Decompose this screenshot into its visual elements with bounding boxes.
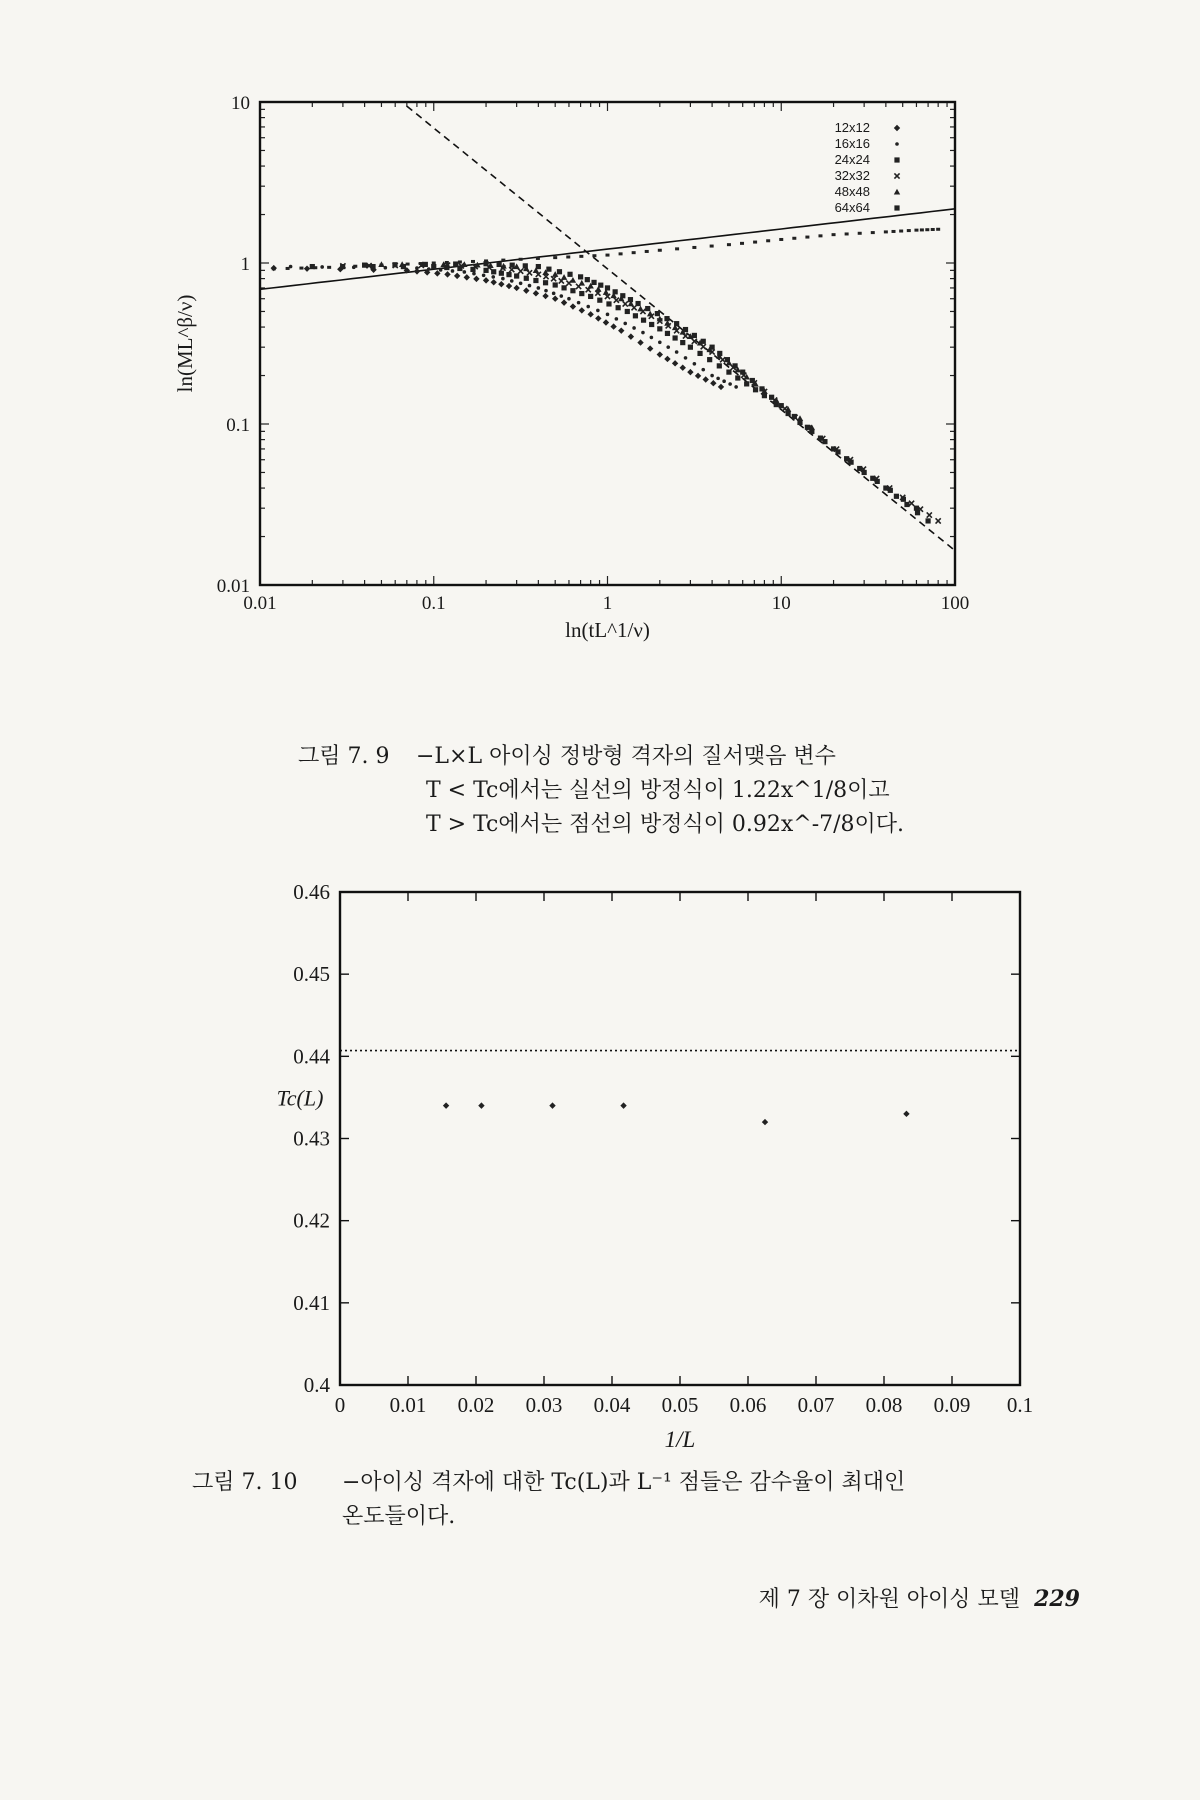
data-point <box>379 264 383 267</box>
data-point <box>649 322 654 327</box>
data-point <box>478 1102 484 1108</box>
data-point <box>792 237 796 240</box>
data-point <box>744 381 749 386</box>
x-tick-label: 0.06 <box>729 1393 767 1417</box>
data-point <box>914 229 918 232</box>
data-point <box>519 258 523 261</box>
data-point <box>610 323 616 329</box>
data-point <box>805 236 809 239</box>
data-point <box>650 336 654 340</box>
data-point <box>710 345 715 350</box>
data-point <box>513 285 519 291</box>
data-point <box>320 265 324 269</box>
data-point <box>710 380 716 386</box>
data-point <box>463 270 467 274</box>
data-point <box>506 283 512 289</box>
data-point <box>641 331 645 335</box>
data-point <box>553 282 558 287</box>
data-point <box>717 351 722 356</box>
dashed-fit-line <box>407 106 955 550</box>
data-point <box>931 228 935 231</box>
data-point <box>509 267 514 272</box>
data-point <box>762 1119 768 1125</box>
data-point <box>577 301 581 305</box>
data-point <box>606 313 610 317</box>
caption-number: 그림 7. 9 <box>298 744 390 769</box>
data-point <box>523 263 528 268</box>
data-point <box>716 377 720 381</box>
data-point <box>579 291 584 296</box>
data-point <box>616 305 621 310</box>
data-point <box>586 305 590 309</box>
data-point <box>665 331 670 336</box>
data-point <box>528 284 532 288</box>
figure-7-9-chart <box>170 90 1130 740</box>
chapter-title: 제 7 장 이차원 아이싱 모델 <box>758 1587 1021 1612</box>
data-point <box>692 333 697 338</box>
data-point <box>684 356 688 360</box>
data-point <box>883 485 888 490</box>
data-point <box>625 309 630 314</box>
data-point <box>857 466 862 471</box>
data-point <box>620 293 625 298</box>
data-point <box>907 229 911 232</box>
data-point <box>560 294 564 298</box>
x-axis-label: ln(tL^1/ν) <box>565 618 650 642</box>
page-footer <box>759 1582 1080 1613</box>
data-point <box>603 319 609 325</box>
data-point <box>444 271 450 277</box>
data-point <box>570 288 575 293</box>
data-point <box>664 356 670 362</box>
data-point <box>523 287 529 293</box>
caption-line-1: −아이싱 격자에 대한 Tc(L)과 L⁻¹ 점들은 감수율이 최대인 <box>342 1470 906 1495</box>
data-point <box>633 313 638 318</box>
data-point <box>498 281 504 287</box>
data-point <box>439 268 443 272</box>
data-point <box>769 395 774 400</box>
data-point <box>871 231 875 234</box>
x-tick-label: 0.07 <box>797 1393 835 1417</box>
x-tick-label: 0.03 <box>525 1393 563 1417</box>
data-point <box>779 238 783 241</box>
data-point <box>567 297 571 301</box>
data-point <box>726 370 731 375</box>
data-point <box>272 267 276 270</box>
x-tick-label: 100 <box>940 593 970 614</box>
data-point <box>491 269 496 274</box>
data-point <box>845 232 849 235</box>
data-point <box>740 370 745 375</box>
y-axis-label: ln(ML^β/ν) <box>173 294 197 393</box>
data-point <box>536 257 540 260</box>
data-point <box>692 246 696 249</box>
data-point <box>483 277 489 283</box>
data-point <box>658 340 662 344</box>
data-point <box>587 311 593 317</box>
data-point <box>710 245 714 248</box>
caption-number: 그림 7. 10 <box>192 1470 298 1495</box>
data-point <box>645 306 650 311</box>
data-point <box>578 274 583 279</box>
data-point <box>710 374 714 378</box>
x-tick-label: 0.01 <box>243 593 277 614</box>
data-point <box>725 357 730 362</box>
data-point <box>570 303 576 309</box>
data-point <box>491 275 495 279</box>
data-point <box>936 228 940 231</box>
data-point <box>899 230 903 233</box>
plot-frame <box>340 892 1020 1385</box>
data-point <box>735 375 740 380</box>
data-point <box>675 350 679 354</box>
data-point <box>561 285 566 290</box>
data-point <box>628 333 634 339</box>
y-tick-label: 0.44 <box>293 1044 330 1069</box>
data-point <box>595 315 601 321</box>
data-point <box>753 241 757 244</box>
data-point <box>718 384 724 390</box>
legend-entry-label: 48x48 <box>834 184 870 199</box>
data-point <box>464 274 470 280</box>
data-point <box>892 230 896 233</box>
x-tick-label: 0.04 <box>593 1393 631 1417</box>
data-point <box>497 262 502 267</box>
data-point <box>641 318 646 323</box>
data-point <box>620 1102 626 1108</box>
data-point <box>570 277 576 283</box>
data-point <box>766 239 770 242</box>
data-point <box>619 252 623 255</box>
data-point <box>844 456 849 461</box>
y-tick-label: 0.01 <box>216 576 250 597</box>
data-point <box>750 378 755 383</box>
data-point <box>557 269 562 274</box>
data-point <box>701 368 705 372</box>
x-tick-label: 0.05 <box>661 1393 699 1417</box>
data-point <box>566 255 570 258</box>
y-tick-label: 0.42 <box>293 1208 330 1233</box>
data-point <box>915 510 920 515</box>
data-point <box>894 494 899 499</box>
data-point <box>597 298 602 303</box>
data-point <box>645 250 649 253</box>
data-point <box>722 379 726 383</box>
x-tick-label: 0.09 <box>933 1393 971 1417</box>
data-point <box>680 365 686 371</box>
y-axis-label: Tc(L) <box>276 1085 324 1111</box>
data-point <box>657 326 662 331</box>
data-point <box>672 360 678 366</box>
data-point <box>579 307 585 313</box>
data-point <box>728 382 732 386</box>
data-point <box>792 414 797 419</box>
data-point <box>454 273 460 279</box>
data-point <box>904 502 909 507</box>
data-point <box>453 261 458 266</box>
x-tick-label: 1 <box>602 593 613 614</box>
solid-fit-line <box>260 209 955 289</box>
data-point <box>818 234 822 237</box>
data-point <box>579 280 585 286</box>
data-point <box>471 260 475 263</box>
data-point <box>797 415 803 421</box>
x-axis-label: 1/L <box>664 1427 696 1452</box>
data-point <box>544 289 548 293</box>
data-point <box>546 267 551 272</box>
x-tick-label: 0.1 <box>1006 1393 1034 1417</box>
data-point <box>553 256 557 259</box>
data-point <box>884 230 888 233</box>
data-point <box>717 363 722 368</box>
y-tick-label: 0.4 <box>303 1373 330 1397</box>
data-point <box>605 285 610 290</box>
data-point <box>623 301 628 306</box>
data-point <box>543 280 548 285</box>
data-point <box>518 269 523 274</box>
legend-marker <box>894 125 900 131</box>
data-point <box>637 306 643 312</box>
y-tick-label: 0.45 <box>293 962 330 987</box>
data-point <box>596 309 600 313</box>
data-point <box>482 273 486 277</box>
data-point <box>431 264 436 269</box>
data-point <box>552 292 556 296</box>
data-point <box>870 476 875 481</box>
legend-entry-label: 32x32 <box>834 168 870 183</box>
data-point <box>753 387 758 392</box>
data-point <box>664 316 669 321</box>
caption-line-1: −L×L 아이싱 정방형 격자의 질서맺음 변수 <box>416 744 836 769</box>
data-point <box>304 265 310 271</box>
data-point <box>688 345 693 350</box>
data-point <box>858 232 862 235</box>
data-point <box>419 262 423 265</box>
data-point <box>707 357 712 362</box>
data-point <box>628 297 633 302</box>
data-point <box>805 425 810 430</box>
data-point <box>673 335 678 340</box>
data-point <box>818 436 823 441</box>
legend-entry-label: 12x12 <box>834 120 870 135</box>
data-point <box>327 266 331 269</box>
y-tick-label: 0.46 <box>293 880 330 904</box>
data-point <box>506 272 511 277</box>
data-point <box>443 1102 449 1108</box>
data-point <box>606 254 610 257</box>
data-point <box>695 373 701 379</box>
caption-line-2: 온도들이다. <box>342 1504 456 1529</box>
data-point <box>542 293 548 299</box>
x-tick-label: 0.02 <box>457 1393 495 1417</box>
legend-marker <box>894 157 899 162</box>
data-point <box>734 385 738 389</box>
data-point <box>473 276 479 282</box>
data-point <box>925 518 930 523</box>
data-point <box>537 286 541 290</box>
data-point <box>674 321 679 326</box>
data-point <box>647 345 653 351</box>
data-point <box>510 263 515 268</box>
data-point <box>445 261 449 264</box>
data-point <box>927 512 932 517</box>
data-point <box>423 262 428 267</box>
caption-line-2: T < Tc에서는 실선의 방정식이 1.22x^1/8이고 <box>426 778 890 803</box>
data-point <box>683 327 688 332</box>
data-point <box>588 294 593 299</box>
data-point <box>501 277 505 281</box>
data-point <box>701 339 706 344</box>
data-point <box>499 271 504 276</box>
x-tick-label: 0.08 <box>865 1393 903 1417</box>
data-point <box>740 242 744 245</box>
legend-marker <box>894 173 899 178</box>
data-point <box>903 1111 909 1117</box>
data-point <box>536 264 541 269</box>
y-tick-label: 0.1 <box>226 415 250 436</box>
data-point <box>614 298 619 303</box>
y-tick-label: 0.41 <box>293 1290 330 1315</box>
x-tick-label: 0.01 <box>389 1393 427 1417</box>
y-tick-label: 10 <box>231 93 250 114</box>
page-number: 229 <box>1034 1586 1080 1612</box>
data-point <box>552 296 558 302</box>
data-point <box>920 228 924 231</box>
data-point <box>693 362 697 366</box>
data-point <box>635 301 640 306</box>
data-point <box>658 249 662 252</box>
data-point <box>680 340 685 345</box>
data-point <box>491 279 497 285</box>
data-point <box>366 264 370 267</box>
data-point <box>313 266 317 269</box>
data-point <box>299 267 303 270</box>
data-point <box>647 311 653 317</box>
data-point <box>393 263 397 266</box>
data-point <box>592 254 596 257</box>
data-point <box>687 369 693 375</box>
data-point <box>501 259 505 262</box>
x-tick-label: 0.1 <box>421 593 446 614</box>
data-point <box>697 351 702 356</box>
data-point <box>598 283 603 288</box>
data-point <box>779 403 784 408</box>
data-point <box>925 228 929 231</box>
data-point <box>732 363 737 368</box>
data-point <box>353 265 357 268</box>
data-point <box>510 279 514 283</box>
data-point <box>519 281 523 285</box>
data-point <box>666 345 670 349</box>
data-point <box>415 266 419 270</box>
data-point <box>832 233 836 236</box>
y-tick-label: 0.43 <box>293 1126 330 1151</box>
data-point <box>618 327 624 333</box>
data-point <box>533 278 538 283</box>
x-tick-label: 10 <box>771 593 791 614</box>
figure-7-10-caption <box>192 1466 905 1534</box>
legend-marker <box>894 205 899 210</box>
data-point <box>675 247 679 250</box>
data-point <box>524 276 529 281</box>
data-point <box>623 322 627 326</box>
data-point <box>831 446 836 451</box>
data-point <box>655 311 660 316</box>
data-point <box>637 339 643 345</box>
data-point <box>585 277 590 282</box>
data-point <box>458 260 462 263</box>
data-point <box>632 251 636 254</box>
data-point <box>406 263 410 266</box>
data-point <box>606 301 611 306</box>
caption-line-3: T > Tc에서는 점선의 방정식이 0.92x^-7/8이다. <box>426 812 905 837</box>
x-tick-label: 0 <box>334 1393 346 1417</box>
data-point <box>579 255 583 258</box>
data-point <box>451 269 455 273</box>
legend-marker <box>894 189 900 195</box>
data-point <box>613 289 618 294</box>
data-point <box>549 1102 555 1108</box>
data-point <box>561 274 567 280</box>
data-point <box>591 280 596 285</box>
data-point <box>909 501 914 506</box>
data-point <box>759 386 764 391</box>
data-point <box>615 317 619 321</box>
data-point <box>561 299 567 305</box>
data-point <box>702 376 708 382</box>
legend-entry-label: 64x64 <box>834 200 870 215</box>
legend-entry-label: 16x16 <box>834 136 870 151</box>
data-point <box>484 259 488 262</box>
data-point <box>340 265 344 268</box>
y-tick-label: 1 <box>240 254 250 275</box>
data-point <box>432 262 436 265</box>
data-point <box>533 290 539 296</box>
data-point <box>727 243 731 246</box>
legend-entry-label: 24x24 <box>834 152 870 167</box>
legend-marker <box>895 142 899 146</box>
data-point <box>286 267 290 270</box>
figure-7-9-caption <box>298 740 904 842</box>
data-point <box>632 326 636 330</box>
data-point <box>567 272 572 277</box>
data-point <box>657 351 663 357</box>
data-point <box>427 267 431 271</box>
figure-7-10-chart <box>225 880 1105 1460</box>
data-point <box>936 518 941 523</box>
data-point <box>472 272 476 276</box>
